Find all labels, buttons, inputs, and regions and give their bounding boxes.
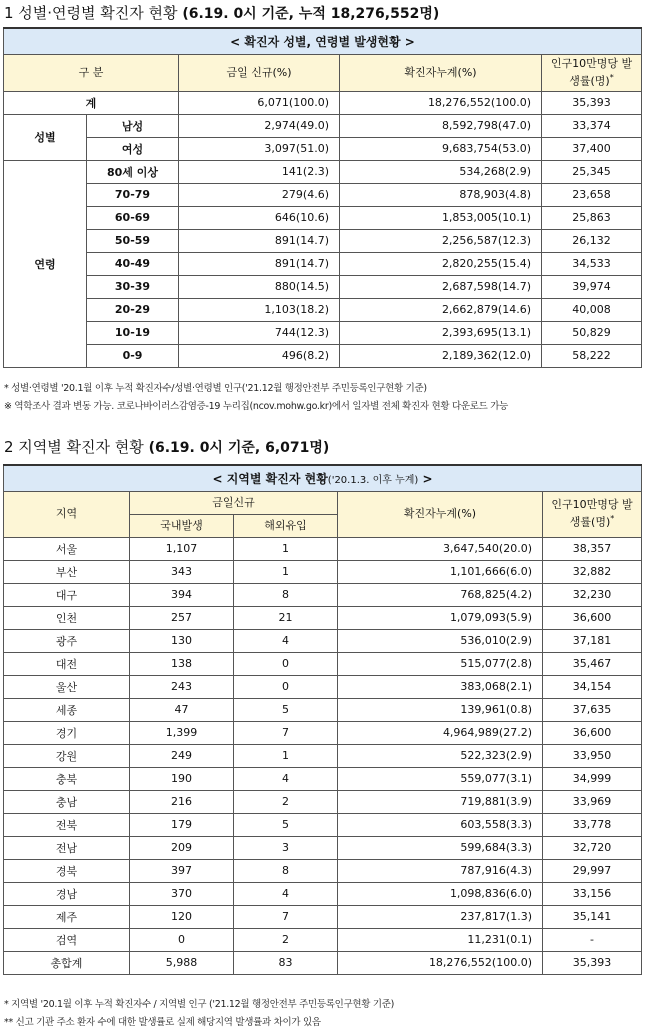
row-cum: 1,101,666(6.0): [338, 560, 543, 583]
row-region: 경남: [4, 882, 130, 905]
section2-title-detail: (6.19. 0시 기준, 6,071명): [148, 440, 330, 456]
row-cum: 2,662,879(14.6): [340, 298, 542, 321]
region-table: [3, 464, 642, 975]
row-new: 141(2.3): [179, 160, 340, 183]
row-region: 대구: [4, 583, 130, 606]
row-cum: 4,964,989(27.2): [338, 721, 543, 744]
row-cum: 2,393,695(13.1): [340, 321, 542, 344]
row-rate: 23,658: [542, 183, 642, 206]
row-domestic: 397: [130, 859, 234, 882]
row-rate: 34,533: [542, 252, 642, 275]
row-overseas: 3: [234, 836, 338, 859]
row-domestic: 190: [130, 767, 234, 790]
section2-title: [4, 436, 329, 457]
row-new: 646(10.6): [179, 206, 340, 229]
row-label: 남성: [87, 114, 179, 137]
table-row: [4, 813, 642, 836]
header-overseas: 해외유입: [234, 514, 338, 537]
table-row: [4, 790, 642, 813]
table-row: [4, 606, 642, 629]
row-rate: 38,357: [543, 537, 642, 560]
table-row: [4, 114, 642, 137]
row-cum: 534,268(2.9): [340, 160, 542, 183]
row-rate: 32,230: [543, 583, 642, 606]
row-domestic: 394: [130, 583, 234, 606]
row-cum: 768,825(4.2): [338, 583, 543, 606]
row-overseas: 1: [234, 744, 338, 767]
row-region: 대전: [4, 652, 130, 675]
section2-caption-main: < 지역별 확진자 현황: [212, 471, 328, 486]
row-cum: 515,077(2.8): [338, 652, 543, 675]
row-cum: 11,231(0.1): [338, 928, 543, 951]
row-overseas: 5: [234, 813, 338, 836]
row-overseas: 5: [234, 698, 338, 721]
table-row: [4, 859, 642, 882]
row-new: 880(14.5): [179, 275, 340, 298]
row-cum: 3,647,540(20.0): [338, 537, 543, 560]
table-row: [4, 560, 642, 583]
row-label: 여성: [87, 137, 179, 160]
row-overseas: 0: [234, 675, 338, 698]
row-cum: 1,079,093(5.9): [338, 606, 543, 629]
row-region: 경기: [4, 721, 130, 744]
row-cum: 2,687,598(14.7): [340, 275, 542, 298]
row-cum: 2,256,587(12.3): [340, 229, 542, 252]
row-rate: 50,829: [542, 321, 642, 344]
row-region: 세종: [4, 698, 130, 721]
table-row: [4, 675, 642, 698]
row-region: 총합계: [4, 951, 130, 974]
row-overseas: 4: [234, 882, 338, 905]
row-overseas: 2: [234, 790, 338, 813]
row-rate: 33,778: [543, 813, 642, 836]
row-new: 891(14.7): [179, 229, 340, 252]
table-row: [4, 721, 642, 744]
row-new: 2,974(49.0): [179, 114, 340, 137]
row-overseas: 1: [234, 537, 338, 560]
row-domestic: 1,399: [130, 721, 234, 744]
table-row: [4, 206, 642, 229]
row-overseas: 7: [234, 721, 338, 744]
row-rate: 36,600: [543, 606, 642, 629]
row-overseas: 83: [234, 951, 338, 974]
row-overseas: 0: [234, 652, 338, 675]
header-per100k: [542, 54, 642, 91]
row-domestic: 243: [130, 675, 234, 698]
row-rate: 40,008: [542, 298, 642, 321]
row-cum: 2,189,362(12.0): [340, 344, 542, 367]
row-domestic: 130: [130, 629, 234, 652]
total-new: 6,071(100.0): [179, 91, 340, 114]
row-overseas: 4: [234, 629, 338, 652]
row-overseas: 1: [234, 560, 338, 583]
row-region: 충북: [4, 767, 130, 790]
row-new: 891(14.7): [179, 252, 340, 275]
row-region: 제주: [4, 905, 130, 928]
row-cum: 536,010(2.9): [338, 629, 543, 652]
row-label: 30-39: [87, 275, 179, 298]
row-rate: 35,393: [543, 951, 642, 974]
row-new: 279(4.6): [179, 183, 340, 206]
section1-title: [4, 2, 439, 23]
row-rate: 33,156: [543, 882, 642, 905]
row-domestic: 209: [130, 836, 234, 859]
row-cum: 603,558(3.3): [338, 813, 543, 836]
header-region: 지역: [4, 491, 130, 537]
row-cum: 599,684(3.3): [338, 836, 543, 859]
row-domestic: 257: [130, 606, 234, 629]
header-per100k-text: 인구10만명당 발생률(명): [550, 56, 633, 88]
row-region: 경북: [4, 859, 130, 882]
table-row: [4, 137, 642, 160]
row-overseas: 2: [234, 928, 338, 951]
header-per100k: [543, 491, 642, 537]
row-region: 충남: [4, 790, 130, 813]
row-region: 서울: [4, 537, 130, 560]
section1-title-prefix: 1 성별·연령별 확진자 현황: [4, 4, 178, 22]
row-domestic: 179: [130, 813, 234, 836]
age-group-label: 연령: [4, 160, 87, 367]
row-cum: 18,276,552(100.0): [338, 951, 543, 974]
row-domestic: 249: [130, 744, 234, 767]
table-row: [4, 344, 642, 367]
section2-note-1: * 지역별 '20.1월 이후 누적 확진자수 / 지역별 인구 ('21.12월 행정안전부 주민등록인구현황 기준): [4, 999, 395, 1010]
row-cum: 237,817(1.3): [338, 905, 543, 928]
table-row: [4, 583, 642, 606]
table-row: [4, 229, 642, 252]
row-cum: 719,881(3.9): [338, 790, 543, 813]
row-label: 70-79: [87, 183, 179, 206]
row-region: 부산: [4, 560, 130, 583]
row-label: 0-9: [87, 344, 179, 367]
row-domestic: 120: [130, 905, 234, 928]
row-new: 744(12.3): [179, 321, 340, 344]
row-rate: 37,635: [543, 698, 642, 721]
section2-note-2: ** 신고 기관 주소 환자 수에 대한 발생률로 실제 해당지역 발생률과 차이가 있음: [4, 1017, 321, 1028]
header-per100k-mark: *: [610, 514, 615, 524]
gender-age-table: [3, 27, 642, 368]
row-rate: 35,141: [543, 905, 642, 928]
table-row: [4, 698, 642, 721]
table-row: [4, 298, 642, 321]
section1-title-detail: (6.19. 0시 기준, 누적 18,276,552명): [182, 6, 440, 22]
row-rate: 34,999: [543, 767, 642, 790]
row-region: 인천: [4, 606, 130, 629]
row-rate: -: [543, 928, 642, 951]
row-label: 40-49: [87, 252, 179, 275]
row-region: 강원: [4, 744, 130, 767]
row-region: 전북: [4, 813, 130, 836]
row-rate: 29,997: [543, 859, 642, 882]
row-cum: 8,592,798(47.0): [340, 114, 542, 137]
row-domestic: 343: [130, 560, 234, 583]
row-label: 50-59: [87, 229, 179, 252]
row-rate: 33,374: [542, 114, 642, 137]
row-overseas: 7: [234, 905, 338, 928]
total-row: [4, 91, 642, 114]
row-new: 1,103(18.2): [179, 298, 340, 321]
gender-group-label: 성별: [4, 114, 87, 160]
row-rate: 36,600: [543, 721, 642, 744]
table-row: [4, 767, 642, 790]
row-rate: 37,181: [543, 629, 642, 652]
row-cum: 787,916(4.3): [338, 859, 543, 882]
table-row: [4, 836, 642, 859]
row-rate: 25,345: [542, 160, 642, 183]
row-region: 검역: [4, 928, 130, 951]
row-cum: 2,820,255(15.4): [340, 252, 542, 275]
header-new-group: 금일신규: [130, 491, 338, 514]
row-region: 광주: [4, 629, 130, 652]
row-cum: 522,323(2.9): [338, 744, 543, 767]
row-rate: 25,863: [542, 206, 642, 229]
header-new-cases: 금일 신규(%): [179, 54, 340, 91]
row-rate: 35,467: [543, 652, 642, 675]
row-domestic: 138: [130, 652, 234, 675]
row-domestic: 0: [130, 928, 234, 951]
row-rate: 34,154: [543, 675, 642, 698]
row-label: 60-69: [87, 206, 179, 229]
row-label: 20-29: [87, 298, 179, 321]
table-row: [4, 275, 642, 298]
table-row: [4, 321, 642, 344]
row-cum: 1,853,005(10.1): [340, 206, 542, 229]
header-cumulative: 확진자누계(%): [338, 491, 543, 537]
row-cum: 383,068(2.1): [338, 675, 543, 698]
grand-total-row: [4, 951, 642, 974]
row-domestic: 5,988: [130, 951, 234, 974]
row-cum: 139,961(0.8): [338, 698, 543, 721]
section1-caption: < 확진자 성별, 연령별 발생현황 >: [4, 28, 642, 54]
row-rate: 58,222: [542, 344, 642, 367]
row-domestic: 47: [130, 698, 234, 721]
table-row: [4, 537, 642, 560]
row-cum: 9,683,754(53.0): [340, 137, 542, 160]
header-domestic: 국내발생: [130, 514, 234, 537]
total-cum: 18,276,552(100.0): [340, 91, 542, 114]
row-rate: 37,400: [542, 137, 642, 160]
table-row: [4, 928, 642, 951]
table-row: [4, 882, 642, 905]
row-overseas: 8: [234, 859, 338, 882]
row-rate: 32,720: [543, 836, 642, 859]
row-region: 울산: [4, 675, 130, 698]
row-cum: 878,903(4.8): [340, 183, 542, 206]
row-new: 496(8.2): [179, 344, 340, 367]
row-rate: 33,969: [543, 790, 642, 813]
header-per100k-mark: *: [609, 72, 614, 82]
row-rate: 26,132: [542, 229, 642, 252]
section2-title-prefix: 2 지역별 확진자 현황: [4, 438, 144, 456]
table-row: [4, 905, 642, 928]
total-rate: 35,393: [542, 91, 642, 114]
row-label: 80세 이상: [87, 160, 179, 183]
row-new: 3,097(51.0): [179, 137, 340, 160]
section2-caption-sub: ('20.1.3. 이후 누계): [327, 474, 419, 486]
row-region: 전남: [4, 836, 130, 859]
header-per100k-text: 인구10만명당 발생률(명): [551, 498, 633, 529]
total-label: 계: [4, 91, 179, 114]
table-row: [4, 252, 642, 275]
row-cum: 559,077(3.1): [338, 767, 543, 790]
row-rate: 39,974: [542, 275, 642, 298]
row-domestic: 1,107: [130, 537, 234, 560]
row-label: 10-19: [87, 321, 179, 344]
table-row: [4, 160, 642, 183]
section2-caption: [4, 465, 642, 491]
row-rate: 32,882: [543, 560, 642, 583]
table-row: [4, 652, 642, 675]
table-row: [4, 183, 642, 206]
header-category: 구 분: [4, 54, 179, 91]
table-row: [4, 629, 642, 652]
table-row: [4, 744, 642, 767]
row-domestic: 216: [130, 790, 234, 813]
section2-caption-end: >: [422, 471, 433, 486]
section1-note-1: * 성별·연령별 '20.1월 이후 누적 확진자수/성별·연령별 인구('21.12월 행정안전부 주민등록인구현황 기준): [4, 383, 427, 394]
header-cumulative: 확진자누계(%): [340, 54, 542, 91]
section1-note-2: ※ 역학조사 결과 변동 가능. 코로나바이러스감염증-19 누리집(ncov.mohw.go.kr)에서 일자별 전체 확진자 현황 다운로드 가능: [4, 401, 508, 412]
row-overseas: 8: [234, 583, 338, 606]
row-rate: 33,950: [543, 744, 642, 767]
row-cum: 1,098,836(6.0): [338, 882, 543, 905]
row-domestic: 370: [130, 882, 234, 905]
row-overseas: 4: [234, 767, 338, 790]
row-overseas: 21: [234, 606, 338, 629]
